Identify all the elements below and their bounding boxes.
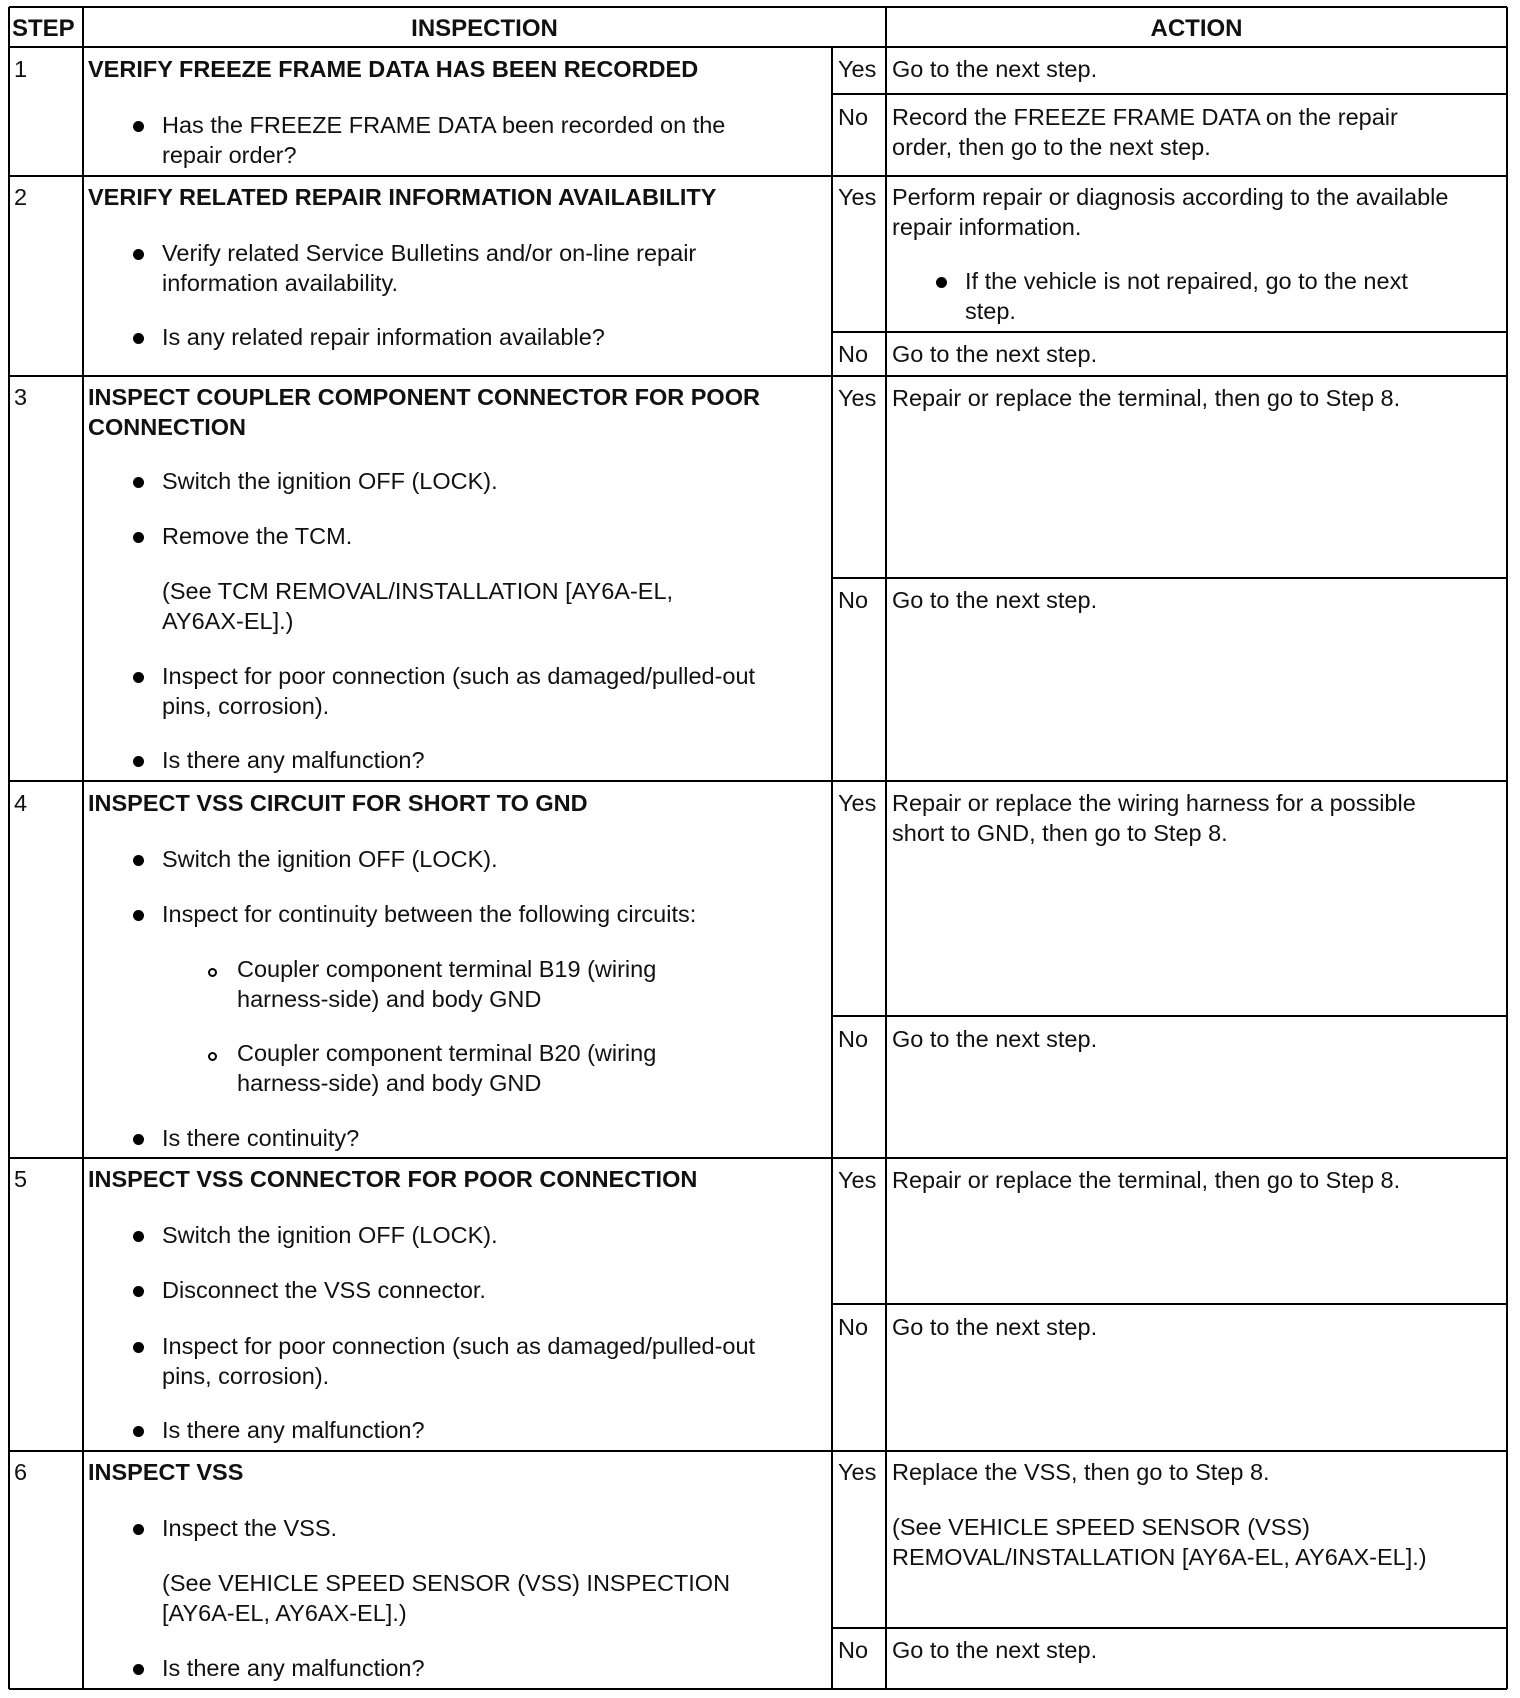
- yes-action-note: (See VEHICLE SPEED SENSOR (VSS) REMOVAL/INSTALLATION [AY6A-EL, AY6AX-EL].): [892, 1514, 1427, 1570]
- no-label: No: [838, 587, 869, 613]
- inspection-item: Is there any malfunction?: [162, 747, 425, 773]
- yes-action-item: If the vehicle is not repaired, go to the next step.: [965, 268, 1408, 324]
- step-number: 6: [14, 1459, 28, 1485]
- step-title: INSPECT VSS: [88, 1459, 244, 1485]
- bullet-icon: [133, 910, 144, 921]
- yes-label: Yes: [838, 56, 877, 82]
- bullet-icon: [133, 1524, 144, 1535]
- bullet-icon: [133, 1286, 144, 1297]
- bullet-icon: [936, 277, 947, 288]
- no-label: No: [838, 1637, 869, 1663]
- inspection-item: Inspect the VSS.: [162, 1515, 338, 1541]
- no-label: No: [838, 104, 869, 130]
- inspection-item: Inspect for poor connection (such as damaged/pulled-out pins, corrosion).: [162, 663, 756, 719]
- bullet-icon: [133, 121, 144, 132]
- inspection-item: Disconnect the VSS connector.: [162, 1277, 486, 1303]
- inspection-item: Remove the TCM.: [162, 523, 353, 549]
- bullet-icon: [133, 672, 144, 683]
- step-number: 3: [14, 384, 28, 410]
- no-label: No: [838, 1314, 869, 1340]
- step-number: 4: [14, 790, 28, 816]
- yes-action: Repair or replace the terminal, then go to Step 8.: [892, 1167, 1401, 1193]
- step-title: VERIFY RELATED REPAIR INFORMATION AVAILABILITY: [88, 184, 717, 210]
- step-title: INSPECT COUPLER COMPONENT CONNECTOR FOR POOR CONNECTION: [88, 384, 760, 440]
- step-title: VERIFY FREEZE FRAME DATA HAS BEEN RECORDED: [88, 56, 699, 82]
- step-number: 1: [14, 56, 28, 82]
- no-action: Go to the next step.: [892, 1314, 1098, 1340]
- yes-action: Repair or replace the terminal, then go to Step 8.: [892, 385, 1401, 411]
- step-title: INSPECT VSS CIRCUIT FOR SHORT TO GND: [88, 790, 588, 816]
- inspection-table: [8, 6, 1508, 1690]
- inspection-item: Is there any malfunction?: [162, 1417, 425, 1443]
- inspection-item: Is there any malfunction?: [162, 1655, 425, 1681]
- inspection-item: Has the FREEZE FRAME DATA been recorded on the repair order?: [162, 112, 726, 168]
- yes-label: Yes: [838, 1459, 877, 1485]
- no-action: Go to the next step.: [892, 341, 1098, 367]
- no-action: Go to the next step.: [892, 587, 1098, 613]
- yes-action: Go to the next step.: [892, 56, 1098, 82]
- bullet-icon: [133, 855, 144, 866]
- bullet-icon: [133, 1342, 144, 1353]
- inspection-subitem: Coupler component terminal B20 (wiring harness-side) and body GND: [237, 1040, 657, 1096]
- header-step: STEP: [12, 15, 75, 42]
- step-number: 5: [14, 1166, 28, 1192]
- yes-action: Replace the VSS, then go to Step 8.: [892, 1459, 1270, 1485]
- bullet-icon: [133, 477, 144, 488]
- inspection-item: Switch the ignition OFF (LOCK).: [162, 846, 498, 872]
- inspection-item: Switch the ignition OFF (LOCK).: [162, 1222, 498, 1248]
- bullet-icon: [133, 1426, 144, 1437]
- inspection-item: Is any related repair information available?: [162, 324, 605, 350]
- inspection-item: Verify related Service Bulletins and/or on-line repair information availability.: [162, 240, 697, 296]
- inspection-note: (See TCM REMOVAL/INSTALLATION [AY6A-EL, AY6AX-EL].): [162, 578, 674, 634]
- bullet-icon: [133, 1134, 144, 1145]
- inspection-item: Switch the ignition OFF (LOCK).: [162, 468, 498, 494]
- bullet-icon: [133, 1231, 144, 1242]
- step-number: 2: [14, 184, 28, 210]
- bullet-icon: [133, 756, 144, 767]
- inspection-subitem: Coupler component terminal B19 (wiring harness-side) and body GND: [237, 956, 657, 1012]
- no-label: No: [838, 341, 869, 367]
- sub-bullet-icon: [208, 968, 217, 977]
- bullet-icon: [133, 1664, 144, 1675]
- no-label: No: [838, 1026, 869, 1052]
- no-action: Go to the next step.: [892, 1637, 1098, 1663]
- no-action: Record the FREEZE FRAME DATA on the repair order, then go to the next step.: [892, 104, 1398, 160]
- yes-label: Yes: [838, 385, 877, 411]
- no-action: Go to the next step.: [892, 1026, 1098, 1052]
- bullet-icon: [133, 333, 144, 344]
- step-title: INSPECT VSS CONNECTOR FOR POOR CONNECTION: [88, 1166, 698, 1192]
- yes-label: Yes: [838, 1167, 877, 1193]
- header-action: ACTION: [1150, 15, 1243, 42]
- sub-bullet-icon: [208, 1052, 217, 1061]
- inspection-item: Inspect for continuity between the following circuits:: [162, 901, 697, 927]
- bullet-icon: [133, 249, 144, 260]
- bullet-icon: [133, 532, 144, 543]
- yes-action: Perform repair or diagnosis according to the available repair information.: [892, 184, 1449, 240]
- inspection-item: Is there continuity?: [162, 1125, 360, 1151]
- inspection-item: Inspect for poor connection (such as damaged/pulled-out pins, corrosion).: [162, 1333, 756, 1389]
- header-inspection: INSPECTION: [411, 15, 558, 42]
- yes-label: Yes: [838, 790, 877, 816]
- inspection-note: (See VEHICLE SPEED SENSOR (VSS) INSPECTION [AY6A-EL, AY6AX-EL].): [162, 1570, 731, 1626]
- yes-label: Yes: [838, 184, 877, 210]
- yes-action: Repair or replace the wiring harness for a possible short to GND, then go to Step 8.: [892, 790, 1416, 846]
